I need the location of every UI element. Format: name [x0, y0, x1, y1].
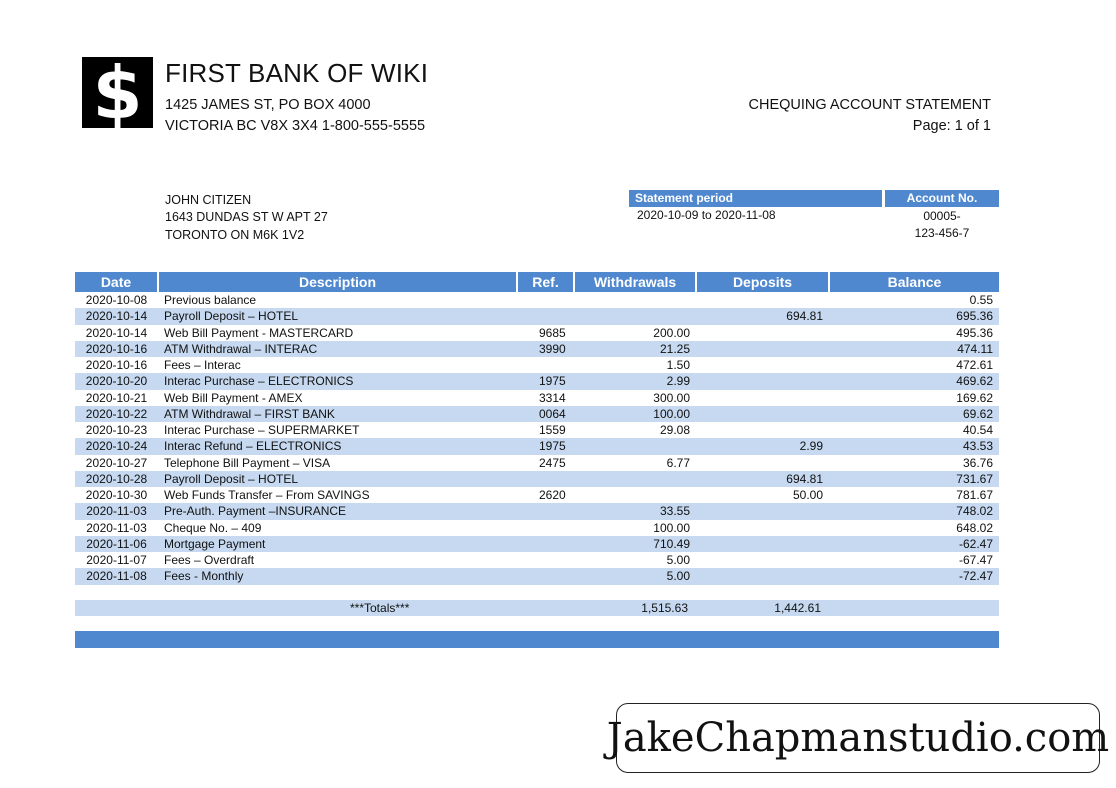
row-deposit — [696, 292, 829, 308]
page-indicator — [913, 118, 991, 134]
account-number-box — [885, 190, 999, 242]
row-deposit — [696, 325, 829, 341]
statement-period-header: Statement period — [629, 190, 882, 207]
col-header-ref: Ref. — [517, 272, 574, 292]
row-withdrawal — [574, 308, 696, 324]
row-deposit — [696, 357, 829, 373]
row-date: 2020-10-27 — [85, 455, 148, 470]
row-balance: -72.47 — [829, 568, 999, 584]
row-balance: 472.61 — [956, 358, 993, 373]
row-date: 2020-10-16 — [75, 341, 158, 357]
row-description: Fees – Overdraft — [164, 553, 255, 568]
row-date: 2020-11-03 — [75, 503, 158, 519]
row-balance: -67.47 — [958, 553, 993, 568]
row-deposit — [696, 503, 829, 519]
row-description: Mortgage Payment — [158, 536, 517, 552]
row-deposit — [696, 536, 829, 552]
row-description: Web Funds Transfer – From SAVINGS — [164, 488, 370, 503]
row-balance: 695.36 — [829, 308, 999, 324]
row-deposit — [696, 373, 829, 389]
row-withdrawal: 1.50 — [666, 358, 690, 373]
bank-address-line1: 1425 JAMES ST, PO BOX 4000 — [165, 97, 371, 113]
row-ref — [517, 552, 574, 568]
table-row — [75, 455, 999, 471]
row-date: 2020-10-23 — [85, 423, 148, 438]
bank-logo — [82, 50, 153, 135]
row-ref — [517, 520, 574, 536]
statement-period-box — [629, 190, 882, 223]
row-balance: 469.62 — [829, 373, 999, 389]
row-withdrawal — [574, 487, 696, 503]
table-row — [75, 341, 999, 357]
row-deposit: 50.00 — [792, 488, 823, 503]
row-description: Interac Refund – ELECTRONICS — [158, 438, 517, 454]
table-row — [75, 406, 999, 422]
row-ref: 0064 — [517, 406, 574, 422]
transactions-body — [75, 292, 999, 585]
row-date: 2020-10-08 — [85, 293, 148, 308]
row-withdrawal: 29.08 — [659, 423, 690, 438]
table-row — [75, 308, 999, 324]
row-deposit — [696, 422, 829, 438]
customer-address-line2: TORONTO ON M6K 1V2 — [165, 228, 305, 242]
row-balance: -62.47 — [829, 536, 999, 552]
row-date: 2020-11-06 — [75, 536, 158, 552]
row-ref: 1975 — [517, 373, 574, 389]
row-withdrawal: 21.25 — [574, 341, 696, 357]
row-description: Previous balance — [164, 293, 257, 308]
row-balance: 781.67 — [956, 488, 993, 503]
col-header-date: Date — [75, 272, 158, 292]
row-ref: 1975 — [517, 438, 574, 454]
row-balance: 40.54 — [962, 423, 993, 438]
row-balance: 648.02 — [956, 520, 993, 535]
row-deposit — [696, 568, 829, 584]
row-balance: 43.53 — [829, 438, 999, 454]
row-date: 2020-10-22 — [75, 406, 158, 422]
row-description: Fees – Interac — [164, 358, 241, 373]
account-number-line2: 123-456-7 — [914, 226, 970, 240]
row-date: 2020-10-30 — [85, 488, 148, 503]
row-balance: 69.62 — [829, 406, 999, 422]
row-withdrawal: 5.00 — [666, 553, 690, 568]
table-header-row — [75, 272, 999, 292]
bank-name: FIRST BANK OF WIKI — [165, 58, 429, 88]
table-row — [75, 487, 999, 503]
row-description: Fees - Monthly — [158, 568, 517, 584]
row-balance: 748.02 — [829, 503, 999, 519]
transactions-table — [75, 272, 999, 585]
row-withdrawal — [574, 471, 696, 487]
row-ref — [517, 503, 574, 519]
col-header-withdrawals: Withdrawals — [574, 272, 696, 292]
page-value: 1 of 1 — [954, 118, 991, 134]
row-withdrawal: 5.00 — [574, 568, 696, 584]
row-ref: 2475 — [539, 455, 566, 470]
watermark — [606, 703, 1110, 773]
row-date: 2020-10-28 — [75, 471, 158, 487]
row-ref — [517, 308, 574, 324]
row-balance: 474.11 — [829, 341, 999, 357]
bank-address-line2: VICTORIA BC V8X 3X4 1-800-555-5555 — [165, 118, 426, 134]
row-deposit — [696, 520, 829, 536]
row-date: 2020-10-20 — [75, 373, 158, 389]
row-description: ATM Withdrawal – FIRST BANK — [158, 406, 517, 422]
row-date: 2020-11-07 — [86, 553, 147, 568]
totals-row — [75, 600, 999, 616]
row-balance: 36.76 — [962, 455, 993, 470]
row-date: 2020-10-21 — [85, 390, 148, 405]
row-withdrawal: 6.77 — [666, 455, 690, 470]
table-row — [75, 536, 999, 552]
row-withdrawal: 300.00 — [653, 390, 690, 405]
row-date: 2020-10-14 — [85, 325, 148, 340]
row-ref: 3314 — [539, 390, 566, 405]
row-deposit — [696, 406, 829, 422]
row-ref — [517, 568, 574, 584]
account-number-line1: 00005- — [923, 209, 961, 223]
col-header-balance: Balance — [829, 272, 999, 292]
table-row — [75, 373, 999, 389]
totals-label: ***Totals*** — [350, 601, 410, 615]
account-number-value — [885, 207, 999, 242]
row-description: Cheque No. – 409 — [164, 520, 262, 535]
row-deposit: 694.81 — [696, 471, 829, 487]
row-balance: 0.55 — [969, 293, 993, 308]
row-date: 2020-10-16 — [85, 358, 148, 373]
row-description: Telephone Bill Payment – VISA — [164, 455, 331, 470]
col-header-deposits: Deposits — [696, 272, 829, 292]
totals-withdrawals: 1,515.63 — [641, 601, 688, 615]
statement-title: CHEQUING ACCOUNT STATEMENT — [748, 97, 991, 113]
row-deposit — [696, 390, 829, 406]
table-row — [75, 520, 999, 536]
row-ref — [517, 536, 574, 552]
table-row — [75, 471, 999, 487]
row-date: 2020-11-03 — [86, 520, 147, 535]
row-deposit: 694.81 — [696, 308, 829, 324]
row-withdrawal: 2.99 — [574, 373, 696, 389]
row-date: 2020-10-14 — [75, 308, 158, 324]
row-description: Web Bill Payment - MASTERCARD — [164, 325, 354, 340]
customer-name: JOHN CITIZEN — [165, 193, 252, 207]
row-description: Web Bill Payment - AMEX — [164, 390, 303, 405]
row-description: Interac Purchase – SUPERMARKET — [164, 423, 360, 438]
footer-bar — [75, 631, 999, 648]
row-date: 2020-11-08 — [75, 568, 158, 584]
row-balance: 731.67 — [829, 471, 999, 487]
row-description: Interac Purchase – ELECTRONICS — [158, 373, 517, 389]
row-ref — [517, 292, 574, 308]
table-row — [75, 503, 999, 519]
table-row — [75, 292, 999, 308]
row-withdrawal: 33.55 — [574, 503, 696, 519]
row-description: Pre-Auth. Payment –INSURANCE — [158, 503, 517, 519]
customer-address-line1: 1643 DUNDAS ST W APT 27 — [165, 210, 328, 224]
page-label: Page: — [912, 118, 951, 134]
row-ref: 3990 — [517, 341, 574, 357]
row-withdrawal: 100.00 — [653, 520, 690, 535]
table-row — [75, 357, 999, 373]
row-description: Payroll Deposit – HOTEL — [158, 471, 517, 487]
table-row — [75, 438, 999, 454]
table-row — [75, 568, 999, 584]
row-ref: 9685 — [539, 325, 566, 340]
row-date: 2020-10-24 — [75, 438, 158, 454]
table-row — [75, 325, 999, 341]
row-ref: 2620 — [539, 488, 566, 503]
account-number-header: Account No. — [885, 190, 999, 207]
row-description: ATM Withdrawal – INTERAC — [158, 341, 517, 357]
statement-period-value: 2020-10-09 to 2020-11-08 — [637, 208, 776, 222]
row-ref — [517, 471, 574, 487]
table-row — [75, 422, 999, 438]
row-withdrawal: 200.00 — [653, 325, 690, 340]
row-ref: 1559 — [539, 423, 566, 438]
row-withdrawal: 100.00 — [574, 406, 696, 422]
row-balance: 169.62 — [956, 390, 993, 405]
row-description: Payroll Deposit – HOTEL — [158, 308, 517, 324]
row-ref — [517, 357, 574, 373]
row-withdrawal: 710.49 — [574, 536, 696, 552]
row-withdrawal — [574, 292, 696, 308]
watermark-text: JakeChapmanstudio.com — [606, 715, 1110, 761]
row-deposit — [696, 341, 829, 357]
row-balance: 495.36 — [956, 325, 993, 340]
dollar-sign-icon: $ — [92, 50, 143, 135]
row-deposit — [696, 455, 829, 471]
row-withdrawal — [574, 438, 696, 454]
col-header-description: Description — [158, 272, 517, 292]
row-deposit: 2.99 — [696, 438, 829, 454]
totals-deposits: 1,442.61 — [774, 601, 821, 615]
table-row — [75, 552, 999, 568]
row-deposit — [696, 552, 829, 568]
table-row — [75, 390, 999, 406]
